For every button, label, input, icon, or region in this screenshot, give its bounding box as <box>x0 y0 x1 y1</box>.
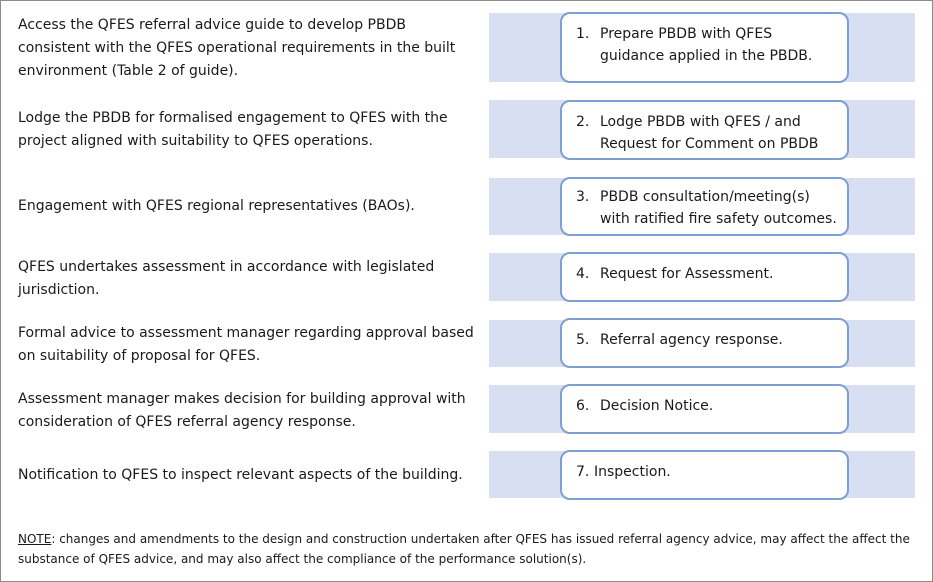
step-2-number: 2. <box>576 114 590 130</box>
step-4-number: 4. <box>576 266 590 282</box>
step-6-text: Decision Notice. <box>600 398 714 414</box>
row-1-description: Access the QFES referral advice guide to develop PBDB consistent with the QFES operational requirements in the built environment (Table 2 of guide). <box>18 17 456 79</box>
step-2-box <box>560 100 849 160</box>
row-3-description: Engagement with QFES regional representatives (BAOs). <box>18 198 415 214</box>
step-6-box <box>560 384 849 434</box>
step-1-text: Prepare PBDB with QFES guidance applied in the PBDB. <box>600 26 813 64</box>
step-1-number: 1. <box>576 26 590 42</box>
row-5-description: Formal advice to assessment manager regarding approval based on suitability of proposal for QFES. <box>18 325 474 364</box>
step-4-box <box>560 252 849 302</box>
row-4-description: QFES undertakes assessment in accordance with legislated jurisdiction. <box>18 259 435 298</box>
step-3-text: PBDB consultation/meeting(s) with ratified fire safety outcomes. <box>600 189 837 227</box>
footnote <box>18 529 923 569</box>
note-label: NOTE <box>18 532 52 546</box>
step-6-number: 6. <box>576 398 590 414</box>
step-7-box <box>560 450 849 500</box>
step-1-box <box>560 12 849 83</box>
step-7-number: 7. <box>576 464 590 480</box>
row-6-description: Assessment manager makes decision for building approval with consideration of QFES referral agency response. <box>18 391 466 430</box>
step-3-box <box>560 177 849 236</box>
step-5-box <box>560 318 849 368</box>
row-7-description: Notification to QFES to inspect relevant aspects of the building. <box>18 467 463 483</box>
step-3-number: 3. <box>576 189 590 205</box>
step-7-text: Inspection. <box>594 464 671 480</box>
step-4-text: Request for Assessment. <box>600 266 774 282</box>
step-5-number: 5. <box>576 332 590 348</box>
step-5-text: Referral agency response. <box>600 332 783 348</box>
note-text: : changes and amendments to the design and construction undertaken after QFES has issued referral agency advice, may affect the affect the substance of QFES advice, and may also affect the compliance of the performance solution(s). <box>18 532 910 566</box>
step-2-text: Lodge PBDB with QFES / and Request for Comment on PBDB <box>600 114 819 152</box>
row-2-description: Lodge the PBDB for formalised engagement to QFES with the project aligned with suitability to QFES operations. <box>18 110 448 149</box>
